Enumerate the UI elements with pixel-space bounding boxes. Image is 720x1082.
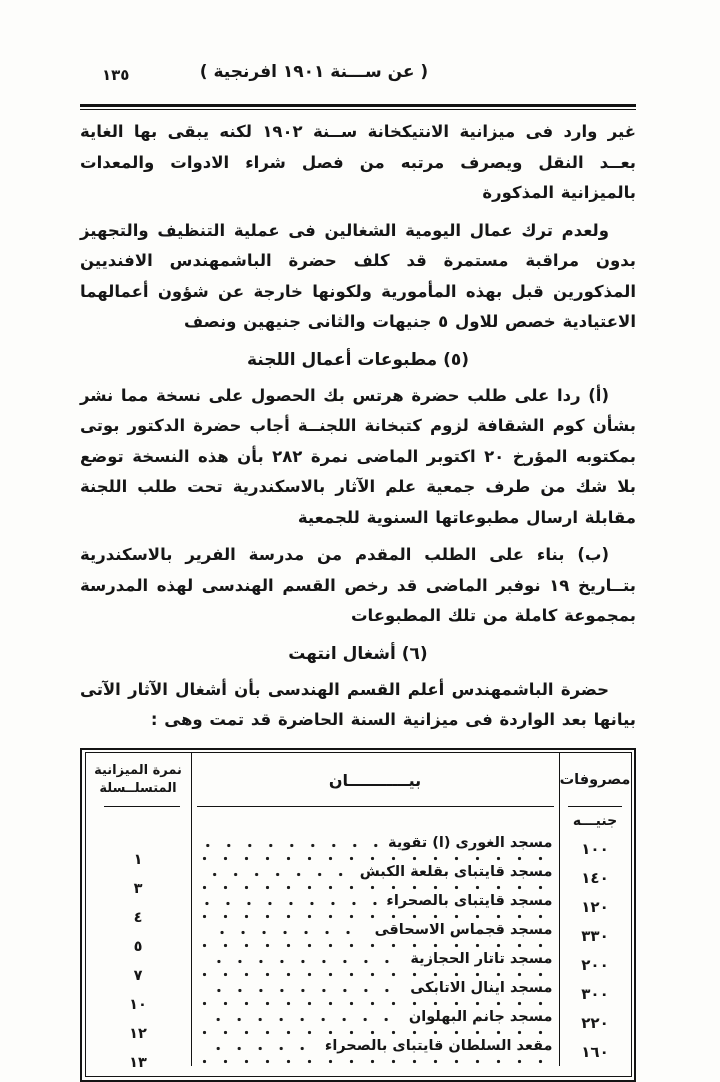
serial-column [86,753,192,1071]
budget-table [80,748,636,1082]
description-line [202,835,553,851]
dot-leader [204,959,402,964]
amount-cell: ١٦٠ [581,1042,609,1061]
serial-spacer [86,807,191,834]
table-row [192,834,559,863]
dot-leader [204,988,402,993]
serial-cell: ٧ [133,967,143,984]
dot-leader [204,1017,400,1022]
dot-leader-full [200,885,545,890]
mosque-name: مسجد اينال الاتابكى [410,980,553,996]
description-line [202,980,553,996]
paragraph-works-finished: حضرة الباشمهندس أعلم القسم الهندسى بأن أشغال الآثار الآتى بيانها بعد الواردة فى ميزانية السنة الحاضرة قد تمت وهى : [80,679,636,729]
description-column-body [192,834,559,1066]
amount-column-body [560,834,631,1066]
serial-cell: ٤ [133,909,143,926]
amount-cell: ١٢٠ [581,897,609,916]
description-line [202,893,553,909]
dot-leader [204,872,351,877]
mosque-name: مسجد جانم البهلوان [408,1009,553,1025]
amount-cell: ٣٠٠ [581,984,609,1003]
dot-leader-full [200,1001,545,1006]
table-row [192,979,559,1008]
table-row [192,921,559,950]
mosque-name: مسجد تاتار الحجازية [410,951,553,967]
dot-leader-full [200,1030,545,1035]
section-heading-6: (٦) أشغال انتهت [288,643,428,664]
dot-leader [204,843,380,848]
amount-cell: ٣٣٠ [581,926,609,945]
dot-leader-full [200,972,545,977]
serial-cell: ١٠ [129,996,147,1013]
header-title: ( عن ســـنة ١٩٠١ افرنجية ) [199,62,429,82]
serial-column-body [86,845,191,1077]
description-line [202,1009,553,1025]
dot-leader [204,1046,316,1051]
description-column [192,753,559,1066]
section-heading-5: (٥) مطبوعات أعمال اللجنة [246,349,470,370]
dot-leader-full [200,856,545,861]
paragraph-budget-note: غير وارد فى ميزانية الانتيكخانة ســنة ١٩٠٢ لكنه يبقى بها الغاية بعــد النقل ويصرف مرتبه من فصل شراء الادوات والمعدات بالميزانية المذكورة [80,122,636,202]
mosque-name: مسجد الغورى (ا) تقوية [388,835,553,851]
amount-cell: ٢٢٠ [581,1013,609,1032]
table-row [192,1037,559,1066]
serial-header-line1: نمرة الميزانية [94,763,182,778]
serial-cell: ١٢ [129,1025,147,1042]
amount-cell: ١٠٠ [581,839,609,858]
serial-cell: ١٣ [129,1054,147,1071]
mosque-name: مسجد قايتباى بقلعة الكبش [359,864,553,880]
header-rule [80,104,636,110]
dot-leader [204,930,366,935]
mosque-name: مسجد قجماس الاسحاقى [374,922,553,938]
serial-header-line2: المتسلــسلة [99,781,177,796]
serial-cell: ٥ [133,938,143,955]
description-line [202,1038,553,1054]
paragraph-item-b: (ب) بناء على الطلب المقدم من مدرسة الفرير بالاسكندرية بتــاريخ ١٩ نوفبر الماضى قد رخص القسم الهندسى لهذه المدرسة بمجموعة كاملة من تلك المطبوعات [80,545,636,625]
currency-label: جنيـــه [572,812,618,829]
description-column-header: بيـــــــــــان [192,753,559,807]
table-row [192,863,559,892]
amount-column [559,753,631,1066]
dot-leader-full [200,943,545,948]
description-spacer [192,807,559,834]
description-line [202,922,553,938]
mosque-name: مقعد السلطان قايتباى بالصحراء [324,1038,553,1054]
serial-cell: ٣ [133,880,143,897]
table-row [192,950,559,979]
amount-cell: ٢٠٠ [581,955,609,974]
table-row [192,892,559,921]
budget-table-inner [85,752,632,1077]
serial-cell: ١ [133,851,143,868]
paragraph-workers-supervision: ولعدم ترك عمال اليومية الشغالين فى عملية التنظيف والتجهيز بدون مراقبة مستمرة قد كلف حضرة الباشمهندس الافنديين المذكورين قبل بهذه المأمورية ولكونها خارجة عن شؤون أعمالهما الاعتيادية خصص للاول ٥ جنيهات والثانى جنيهين ونصف [80,220,636,331]
paragraph-item-a: (أ) ردا على طلب حضرة هرتس بك الحصول على نسخة مما نشر بشأن كوم الشقافة لزوم كتبخانة اللجنــة أجاب حضرة الدكتور بوتى بمكتوبه المؤرخ ٢٠ اكتوبر الماضى نمرة ٢٨٢ بأن هذه النسخة توضع بلا شك من طرف جمعية علم الآثار بالاسكندرية تحت طلب اللجنة مقابلة ارسال مطبوعاتها السنوية للجمعية [80,385,636,527]
description-line [202,864,553,880]
amount-column-header: مصروفات [560,753,631,807]
dot-leader [204,901,378,906]
mosque-name: مسجد قايتباى بالصحراء [386,893,553,909]
serial-column-header [86,753,191,807]
amount-cell: ١٤٠ [581,868,609,887]
table-row [192,1008,559,1037]
description-line [202,951,553,967]
page-number: ١٣٥ [102,66,130,84]
page-header [80,62,636,92]
dot-leader-full [200,914,545,919]
dot-leader-full [200,1059,545,1064]
